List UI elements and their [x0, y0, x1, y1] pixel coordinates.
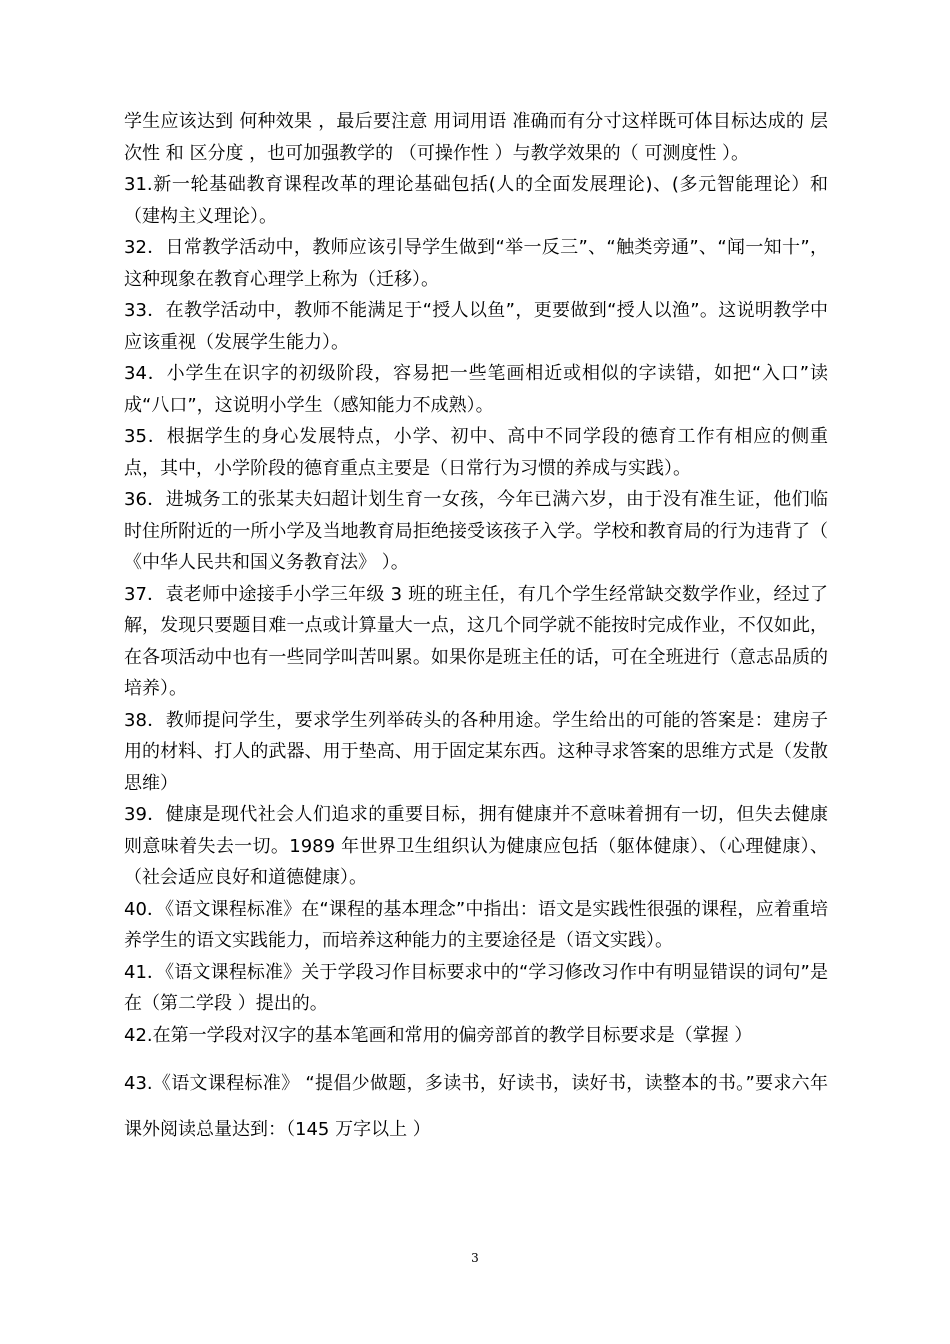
question-41: 41．《语文课程标准》关于学段习作目标要求中的“学习修改习作中有明显错误的词句”是在（第二学段 ）提出的。: [124, 961, 828, 1014]
question-33: 33．在教学活动中，教师不能满足于“授人以鱼”，更要做到“授人以渔”。这说明教学中应该重视（发展学生能力）。: [124, 300, 828, 353]
question-42: 42.在第一学段对汉字的基本笔画和常用的偏旁部首的教学目标要求是（掌握 ）: [124, 1024, 753, 1046]
question-32: 32．日常教学活动中，教师应该引导学生做到“举一反三”、“触类旁通”、“闻一知十”，这种现象在教育心理学上称为（迁移）。: [124, 237, 828, 290]
question-43: 43.《语文课程标准》 “提倡少做题，多读书，好读书，读好书，读整本的书。”要求六年课外阅读总量达到：（145 万字以上 ）: [124, 1073, 828, 1140]
question-36: 36．进城务工的张某夫妇超计划生育一女孩，今年已满六岁，由于没有准生证，他们临时住所附近的一所小学及当地教育局拒绝接受该孩子入学。学校和教育局的行为违背了（ 《中华人民共和国义务教育法》 ）。: [124, 489, 834, 573]
page-number: 3: [471, 1251, 479, 1265]
question-40: 40．《语文课程标准》在“课程的基本理念”中指出：语文是实践性很强的课程，应着重培养学生的语文实践能力，而培养这种能力的主要途径是（语文实践）。: [124, 898, 828, 951]
question-34: 34．小学生在识字的初级阶段，容易把一些笔画相近或相似的字读错，如把“入口”读成“八口”，这说明小学生（感知能力不成熟）。: [124, 363, 828, 416]
question-37: 37．袁老师中途接手小学三年级 3 班的班主任，有几个学生经常缺交数学作业，经过了解，发现只要题目难一点或计算量大一点，这几个同学就不能按时完成作业，不仅如此，在各项活动中也有一些同学叫苦叫累。如果你是班主任的话，可在全班进行（意志品质的培养）。: [124, 583, 828, 699]
question-31: 31.新一轮基础教育课程改革的理论基础包括(人的全面发展理论)、(多元智能理论）和（建构主义理论）。: [124, 174, 828, 227]
paragraph-intro-continuation: 学生应该达到 何种效果 ，最后要注意 用词用语 准确而有分寸这样既可体目标达成的 层次性 和 区分度 ，也可加强教学的 （可操作性 ）与教学效果的（ 可测度性 ）。: [124, 111, 828, 164]
question-35: 35．根据学生的身心发展特点，小学、初中、高中不同学段的德育工作有相应的侧重点，其中，小学阶段的德育重点主要是（日常行为习惯的养成与实践）。: [124, 426, 828, 479]
question-39: 39．健康是现代社会人们追求的重要目标，拥有健康并不意味着拥有一切，但失去健康则意味着失去一切。1989 年世界卫生组织认为健康应包括（躯体健康）、（心理健康）、（社会适应良好和道德健康）。: [124, 804, 828, 888]
question-38: 38．教师提问学生，要求学生列举砖头的各种用途。学生给出的可能的答案是：建房子用的材料、打人的武器、用于垫高、用于固定某东西。这种寻求答案的思维方式是（发散思维）: [124, 709, 828, 794]
page-body: [124, 106, 834, 1153]
